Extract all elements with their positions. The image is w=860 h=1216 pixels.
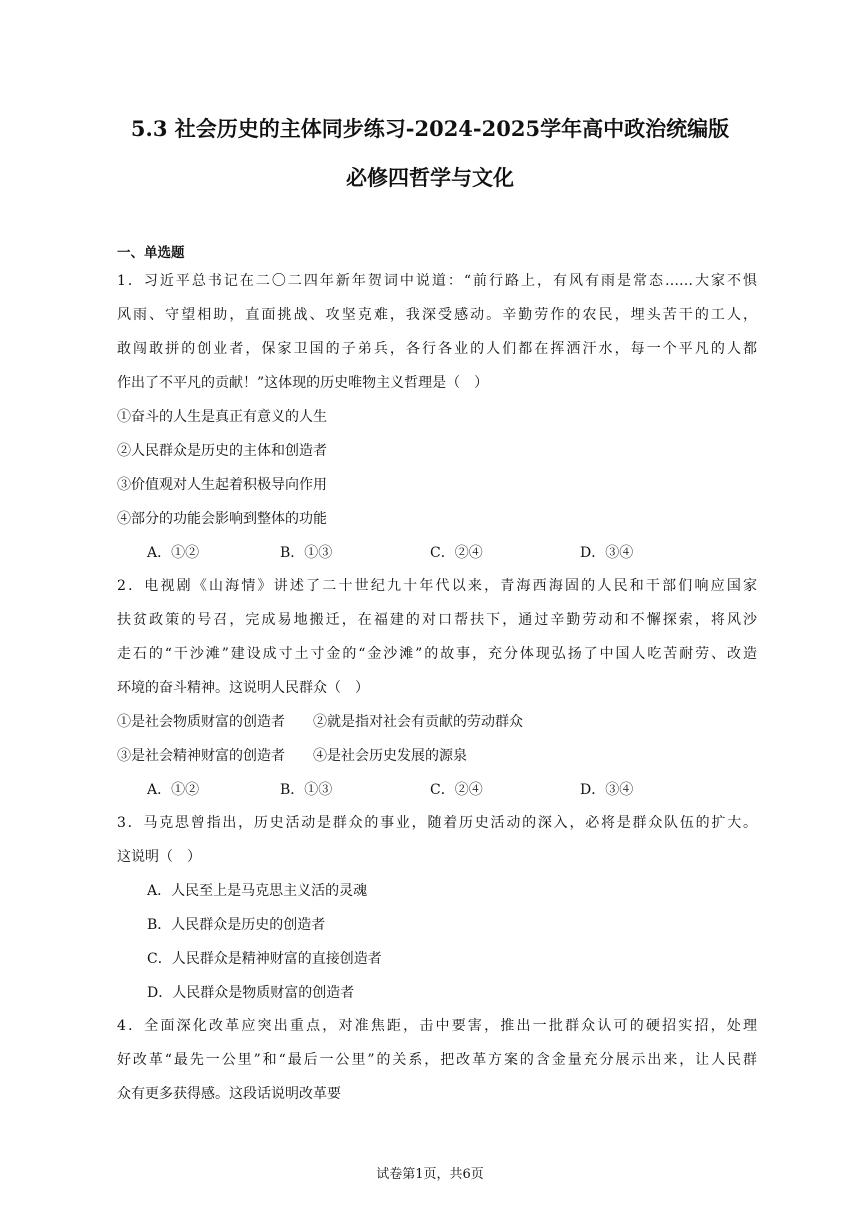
question-1-statement: ③价值观对人生起着积极导向作用 bbox=[117, 477, 327, 493]
question-1-stem-line: 1．习近平总书记在二〇二四年新年贺词中说道：“前行路上，有风有雨是常态……大家不惧 bbox=[117, 273, 757, 289]
page-footer: 试卷第1页，共6页 bbox=[376, 1167, 484, 1182]
question-4-stem-line: 好改革“最先一公里”和“最后一公里”的关系，把改革方案的含金量充分展示出来，让人民群 bbox=[117, 1052, 757, 1068]
question-3-option-d[interactable]: D．人民群众是物质财富的创造者 bbox=[147, 985, 355, 1001]
question-4-stem-line: 4．全面深化改革应突出重点，对准焦距，击中要害，推出一批群众认可的硬招实招，处理 bbox=[117, 1018, 757, 1034]
page-title-line1: 5.3 社会历史的主体同步练习-2024-2025学年高中政治统编版 bbox=[130, 116, 730, 141]
section-heading: 一、单选题 bbox=[117, 245, 185, 261]
question-1-stem-line: 风雨、守望相助，直面挑战、攻坚克难，我深受感动。辛勤劳作的农民，埋头苦干的工人， bbox=[117, 307, 757, 323]
question-2-statement: ①是社会物质财富的创造者 ②就是指对社会有贡献的劳动群众 bbox=[117, 714, 523, 730]
question-2-option-a[interactable]: A．①② bbox=[147, 782, 200, 798]
question-2-stem-line: 2．电视剧《山海情》讲述了二十世纪九十年代以来，青海西海固的人民和干部们响应国家 bbox=[117, 578, 757, 594]
question-2-option-b[interactable]: B．①③ bbox=[280, 782, 333, 798]
question-1-stem-line: 敢闯敢拼的创业者，保家卫国的子弟兵，各行各业的人们都在挥洒汗水，每一个平凡的人都 bbox=[117, 341, 757, 357]
question-1-statement: ④部分的功能会影响到整体的功能 bbox=[117, 511, 327, 527]
question-1-statement: ②人民群众是历史的主体和创造者 bbox=[117, 443, 327, 459]
question-2-stem-line: 扶贫政策的号召，完成易地搬迁，在福建的对口帮扶下，通过辛勤劳动和不懈探索，将风沙 bbox=[117, 612, 757, 628]
question-3-option-a[interactable]: A．人民至上是马克思主义活的灵魂 bbox=[147, 883, 368, 899]
question-3-option-c[interactable]: C．人民群众是精神财富的直接创造者 bbox=[147, 951, 382, 967]
page-title-line2: 必修四哲学与文化 bbox=[346, 165, 514, 190]
question-1-option-b[interactable]: B．①③ bbox=[280, 545, 333, 561]
question-1-option-a[interactable]: A．①② bbox=[147, 545, 200, 561]
question-1-statement: ①奋斗的人生是真正有意义的人生 bbox=[117, 409, 327, 425]
question-3-option-b[interactable]: B．人民群众是历史的创造者 bbox=[147, 917, 326, 933]
question-1-option-c[interactable]: C．②④ bbox=[430, 545, 483, 561]
question-2-stem-line: 环境的奋斗精神。这说明人民群众（ ） bbox=[117, 680, 369, 696]
question-2-statement: ③是社会精神财富的创造者 ④是社会历史发展的源泉 bbox=[117, 748, 467, 764]
question-4-stem-line: 众有更多获得感。这段话说明改革要 bbox=[117, 1086, 341, 1102]
question-1-stem-line: 作出了不平凡的贡献！”这体现的历史唯物主义哲理是（ ） bbox=[117, 375, 489, 391]
question-3-stem-line: 这说明（ ） bbox=[117, 849, 201, 865]
question-2-stem-line: 走石的“干沙滩”建设成寸土寸金的“金沙滩”的故事，充分体现弘扬了中国人吃苦耐劳、改造 bbox=[117, 646, 757, 662]
question-1-option-d[interactable]: D．③④ bbox=[580, 545, 634, 561]
question-3-stem-line: 3．马克思曾指出，历史活动是群众的事业，随着历史活动的深入，必将是群众队伍的扩大。 bbox=[117, 815, 757, 831]
question-2-option-d[interactable]: D．③④ bbox=[580, 782, 634, 798]
question-2-option-c[interactable]: C．②④ bbox=[430, 782, 483, 798]
